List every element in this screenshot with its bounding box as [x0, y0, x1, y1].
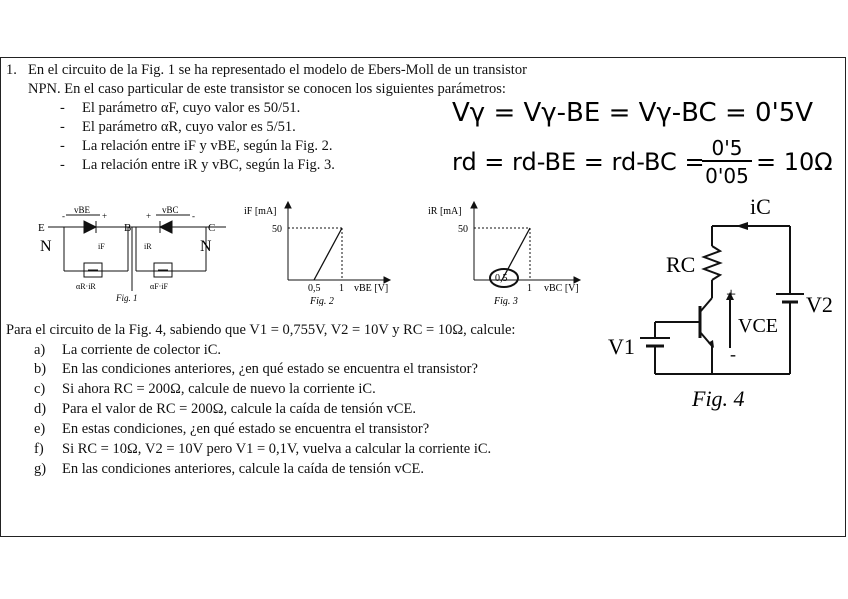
fig2-if-vbe-chart	[238, 200, 408, 306]
bullet-if-vbe: La relación entre iF y vBE, según la Fig. 2.	[82, 138, 333, 154]
fig3-xlabel: vBC [V]	[544, 283, 579, 294]
handwritten-vgamma: Vγ = Vγ-BE = Vγ-BC = 0'5V	[452, 98, 814, 128]
problem-line-1: En el circuito de la Fig. 1 se ha representado el modelo de Ebers-Moll de un transistor	[28, 62, 527, 78]
fig1-label-b: B	[124, 222, 132, 234]
fig1-caption: Fig. 1	[116, 293, 138, 303]
task-intro: Para el circuito de la Fig. 4, sabiendo que V1 = 0,755V, V2 = 10V y RC = 10Ω, calcule:	[6, 322, 516, 338]
task-letter: d)	[34, 401, 47, 417]
handwritten-frac-num: 0'5	[702, 136, 752, 162]
fig1-if: iF	[98, 242, 105, 251]
fig2-caption: Fig. 2	[310, 296, 334, 306]
task-text: En las condiciones anteriores, calcule la caída de tensión vCE.	[62, 461, 424, 477]
problem-line-2: NPN. En el caso particular de este transistor se conocen los siguientes parámetros:	[28, 81, 506, 97]
bullet-marker: -	[60, 157, 65, 173]
bullet-marker: -	[60, 138, 65, 154]
fig1-minus-right: -	[192, 211, 195, 221]
fig3-ytick: 50	[458, 224, 468, 235]
fig4-v2-label: V2	[806, 292, 833, 317]
problem-number: 1.	[6, 62, 17, 78]
fig1-minus-left: -	[62, 211, 65, 221]
task-text: Si ahora RC = 200Ω, calcule de nuevo la corriente iC.	[62, 381, 376, 397]
task-text: En las condiciones anteriores, ¿en qué estado se encuentra el transistor?	[62, 361, 478, 377]
fig1-handwritten-n-left: N	[40, 238, 52, 255]
fig1-ir: iR	[144, 242, 152, 251]
fig1-label-e: E	[38, 222, 45, 234]
fig3-ylabel: iR [mA]	[428, 206, 462, 217]
task-text: Si RC = 10Ω, V2 = 10V pero V1 = 0,1V, vuelva a calcular la corriente iC.	[62, 441, 492, 457]
fig4-minus: -	[730, 344, 736, 364]
task-letter: a)	[34, 342, 46, 358]
task-letter: c)	[34, 381, 46, 397]
bullet-alpha-f: El parámetro αF, cuyo valor es 50/51.	[82, 100, 301, 116]
fig2-ytick: 50	[272, 224, 282, 235]
fig1-plus-left: +	[102, 211, 108, 221]
handwritten-rd: rd = rd-BE = rd-BC =	[452, 148, 705, 176]
fig4-plus: +	[726, 284, 737, 304]
task-letter: e)	[34, 421, 46, 437]
bullet-marker: -	[60, 100, 65, 116]
bullet-marker: -	[60, 119, 65, 135]
task-letter: b)	[34, 361, 47, 377]
task-text: La corriente de colector iC.	[62, 342, 222, 358]
task-letter: g)	[34, 461, 47, 477]
fig2-ylabel: iF [mA]	[244, 206, 277, 217]
fig1-source-left: αR·iR	[76, 282, 96, 291]
fig4-vce-label: VCE	[738, 315, 778, 337]
fig3-xtick-05: 0,5	[495, 273, 508, 284]
task-text: Para el valor de RC = 200Ω, calcule la caída de tensión vCE.	[62, 401, 416, 417]
fig4-v1-label: V1	[608, 334, 635, 359]
handwritten-frac-den: 0'05	[705, 164, 749, 188]
fig1-plus-right: +	[146, 211, 152, 221]
fig2-xtick-1: 1	[339, 283, 344, 294]
fig1-vbc: vBC	[162, 205, 179, 215]
fig1-source-right: αF·iF	[150, 282, 168, 291]
bullet-alpha-r: El parámetro αR, cuyo valor es 5/51.	[82, 119, 296, 135]
fig4-rc-label: RC	[666, 252, 696, 277]
fig4-ic-arrow	[736, 222, 748, 230]
fig2-xtick-05: 0,5	[308, 283, 321, 294]
fig1-vbe: vBE	[74, 205, 91, 215]
fig1-label-c: C	[208, 222, 216, 234]
fig2-xlabel: vBE [V]	[354, 283, 389, 294]
fig4-circuit-diagram	[600, 188, 845, 418]
fig3-xtick-1: 1	[527, 283, 532, 294]
fig1-handwritten-n-right: N	[200, 238, 212, 255]
fig1-ebers-moll-diagram	[36, 203, 236, 305]
task-text: En estas condiciones, ¿en qué estado se encuentra el transistor?	[62, 421, 430, 437]
fig3-caption: Fig. 3	[494, 296, 518, 306]
bullet-ir-vbc: La relación entre iR y vBC, según la Fig. 3.	[82, 157, 335, 173]
fig3-ir-vbc-chart	[418, 200, 598, 306]
task-letter: f)	[34, 441, 44, 457]
handwritten-rd-value: = 10Ω	[756, 148, 833, 176]
fig4-caption: Fig. 4	[692, 386, 745, 411]
fig4-ic-label: iC	[750, 194, 771, 219]
